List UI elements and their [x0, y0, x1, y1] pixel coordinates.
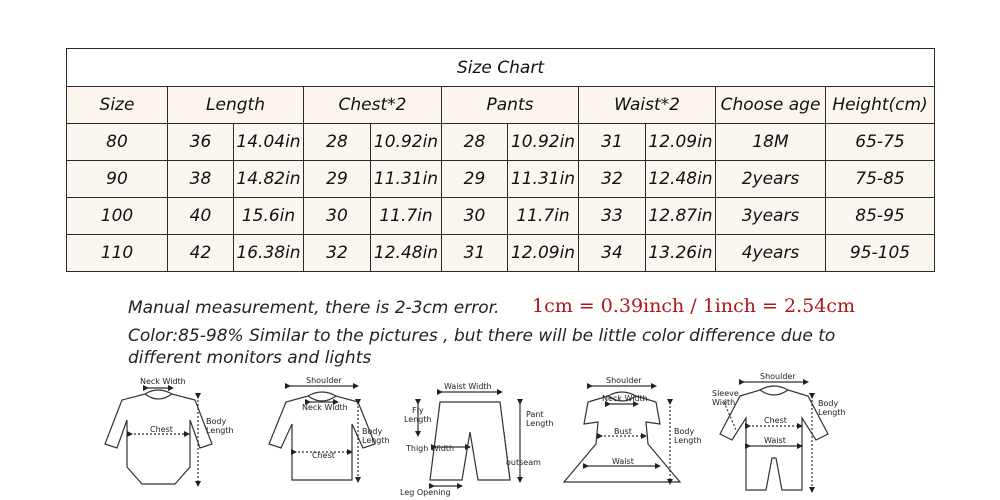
label-waist: Waist: [612, 457, 634, 466]
label-outseam: outseam: [506, 458, 541, 467]
label-neck-width: Neck Width: [302, 403, 348, 412]
label-chest: Chest: [150, 425, 173, 434]
cell-chest-in: 10.92in: [371, 124, 442, 161]
header-chest: Chest*2: [304, 87, 442, 124]
header-waist: Waist*2: [579, 87, 716, 124]
cell-pants-cm: 30: [442, 198, 508, 235]
cell-chest-in: 11.7in: [371, 198, 442, 235]
table-row: [67, 235, 935, 272]
cell-waist-cm: 32: [579, 161, 646, 198]
cell-chest-cm: 28: [304, 124, 371, 161]
cell-chest-cm: 30: [304, 198, 371, 235]
cell-height: 85-95: [826, 198, 935, 235]
size-chart-table: [66, 48, 935, 272]
label-length: Length: [206, 426, 234, 435]
cell-height: 65-75: [826, 124, 935, 161]
cell-length-in: 14.04in: [234, 124, 304, 161]
cell-size: 100: [67, 198, 168, 235]
cell-pants-cm: 29: [442, 161, 508, 198]
cell-chest-cm: 29: [304, 161, 371, 198]
label-shoulder: Shoulder: [306, 376, 342, 385]
cell-size: 80: [67, 124, 168, 161]
label-pant-length: Length: [526, 419, 554, 428]
cell-pants-in: 10.92in: [508, 124, 579, 161]
label-body: Body: [818, 399, 839, 408]
bodysuit-diagram: [105, 388, 212, 484]
label-body: Body: [674, 427, 695, 436]
label-bust: Bust: [614, 427, 632, 436]
label-body: Body: [362, 427, 383, 436]
tshirt-diagram: [269, 386, 375, 480]
unit-conversion-note: 1cm = 0.39inch / 1inch = 2.54cm: [532, 295, 855, 317]
table-title: Size Chart: [67, 49, 935, 87]
cell-pants-cm: 31: [442, 235, 508, 272]
cell-chest-in: 12.48in: [371, 235, 442, 272]
label-neck-width: Neck Width: [140, 377, 186, 386]
table-row: [67, 198, 935, 235]
header-row: [67, 87, 935, 124]
table-row: [67, 124, 935, 161]
cell-age: 18M: [716, 124, 826, 161]
label-length: Length: [362, 436, 390, 445]
label-waist: Waist: [764, 436, 786, 445]
cell-chest-cm: 32: [304, 235, 371, 272]
table-row: [67, 161, 935, 198]
cell-pants-in: 11.7in: [508, 198, 579, 235]
cell-age: 4years: [716, 235, 826, 272]
cell-size: 110: [67, 235, 168, 272]
label-thigh-width: Thigh Width: [406, 444, 455, 453]
header-pants: Pants: [442, 87, 579, 124]
label-body: Body: [206, 417, 227, 426]
cell-length-cm: 38: [168, 161, 234, 198]
cell-length-cm: 36: [168, 124, 234, 161]
cell-length-cm: 40: [168, 198, 234, 235]
cell-waist-cm: 33: [579, 198, 646, 235]
garment-diagrams-svg: [100, 372, 980, 497]
cell-waist-cm: 31: [579, 124, 646, 161]
label-neck-width: Neck Width: [602, 394, 648, 403]
label-leg-opening: Leg Opening: [400, 488, 451, 497]
cell-waist-cm: 34: [579, 235, 646, 272]
cell-height: 75-85: [826, 161, 935, 198]
cell-height: 95-105: [826, 235, 935, 272]
label-chest: Chest: [764, 416, 787, 425]
label-sleeve: Sleeve: [712, 389, 739, 398]
header-height: Height(cm): [826, 87, 935, 124]
cell-age: 3years: [716, 198, 826, 235]
cell-pants-cm: 28: [442, 124, 508, 161]
cell-pants-in: 11.31in: [508, 161, 579, 198]
cell-waist-in: 12.48in: [646, 161, 716, 198]
label-fly-length: Length: [404, 415, 432, 424]
label-waist-width: Waist Width: [444, 382, 492, 391]
measurement-note: Manual measurement, there is 2-3cm error.: [128, 298, 500, 318]
cell-length-in: 15.6in: [234, 198, 304, 235]
measurement-diagrams: [100, 372, 980, 497]
cell-age: 2years: [716, 161, 826, 198]
cell-chest-in: 11.31in: [371, 161, 442, 198]
label-fly: Fly: [412, 406, 424, 415]
label-chest: Chest: [312, 451, 335, 460]
cell-pants-in: 12.09in: [508, 235, 579, 272]
cell-length-cm: 42: [168, 235, 234, 272]
cell-length-in: 16.38in: [234, 235, 304, 272]
label-pant: Pant: [526, 410, 544, 419]
header-size: Size: [67, 87, 168, 124]
label-shoulder: Shoulder: [606, 376, 642, 385]
cell-length-in: 14.82in: [234, 161, 304, 198]
label-length: Length: [674, 436, 702, 445]
header-age: Choose age: [716, 87, 826, 124]
header-length: Length: [168, 87, 304, 124]
pants-diagram: [418, 392, 520, 486]
cell-size: 90: [67, 161, 168, 198]
label-length: Length: [818, 408, 846, 417]
cell-waist-in: 13.26in: [646, 235, 716, 272]
cell-waist-in: 12.87in: [646, 198, 716, 235]
label-shoulder: Shoulder: [760, 372, 796, 381]
label-width: Width: [712, 398, 736, 407]
cell-waist-in: 12.09in: [646, 124, 716, 161]
color-note: Color:85-98% Similar to the pictures , but there will be little color difference due to different monitors and lights: [128, 326, 836, 368]
